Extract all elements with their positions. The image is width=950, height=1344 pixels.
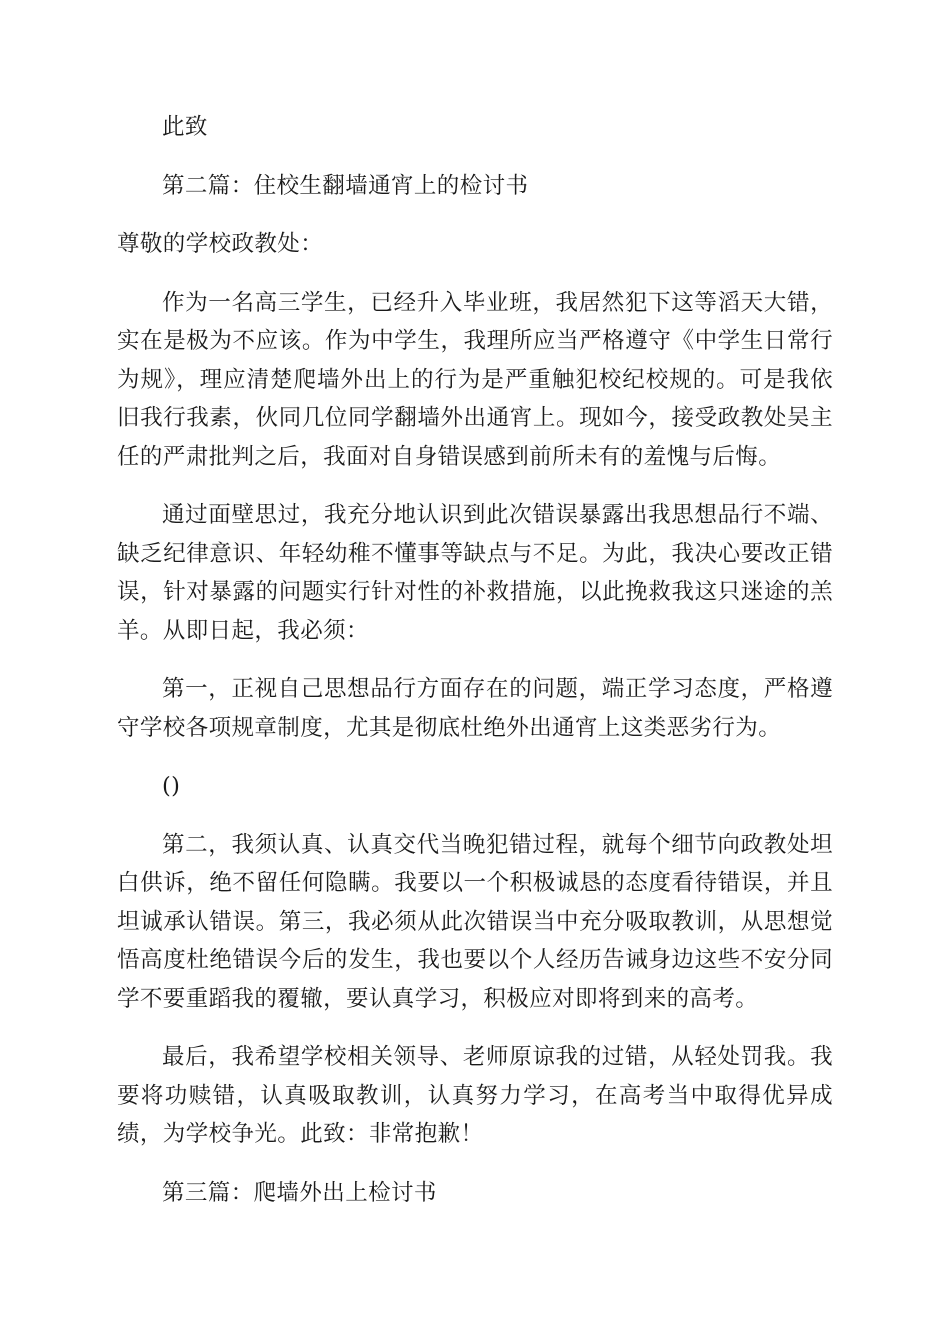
body-paragraph: 第一，正视自己思想品行方面存在的问题，端正学习态度，严格遵守学校各项规章制度，尤其是彻底杜绝外出通宵上这类恶劣行为。	[117, 676, 833, 741]
section-heading-2: 第二篇：住校生翻墙通宵上的检讨书	[162, 172, 529, 199]
section-heading-3: 第三篇：爬墙外出上检讨书	[162, 1179, 437, 1206]
greeting: 尊敬的学校政教处：	[117, 231, 324, 257]
closing-salutation: 此致	[162, 114, 208, 140]
empty-parentheses: ()	[162, 773, 181, 799]
body-paragraph: 通过面壁思过，我充分地认识到此次错误暴露出我思想品行不端、缺乏纪律意识、年轻幼稚不懂事等缺点与不足。为此，我决心要改正错误，针对暴露的问题实行针对性的补救措施，以此挽救我这只迷途的羔羊。从即日起，我必须：	[117, 502, 833, 644]
document-body	[117, 108, 833, 1232]
body-paragraph: 作为一名高三学生，已经升入毕业班，我居然犯下这等滔天大错，实在是极为不应该。作为中学生，我理所应当严格遵守《中学生日常行为规》，理应清楚爬墙外出上的行为是严重触犯校纪校规的。可是我依旧我行我素，伙同几位同学翻墙外出通宵上。现如今，接受政教处吴主任的严肃批判之后，我面对自身错误感到前所未有的羞愧与后悔。	[117, 289, 833, 470]
body-paragraph: 第二，我须认真、认真交代当晚犯错过程，就每个细节向政教处坦白供诉，绝不留任何隐瞒。我要以一个积极诚恳的态度看待错误，并且坦诚承认错误。第三，我必须从此次错误当中充分吸取教训，从思想觉悟高度杜绝错误今后的发生，我也要以个人经历告诫身边这些不安分同学不要重蹈我的覆辙，要认真学习，积极应对即将到来的高考。	[117, 831, 833, 1012]
body-paragraph: 最后，我希望学校相关领导、老师原谅我的过错，从轻处罚我。我要将功赎错，认真吸取教训，认真努力学习，在高考当中取得优异成绩，为学校争光。此致：非常抱歉！	[117, 1044, 833, 1147]
